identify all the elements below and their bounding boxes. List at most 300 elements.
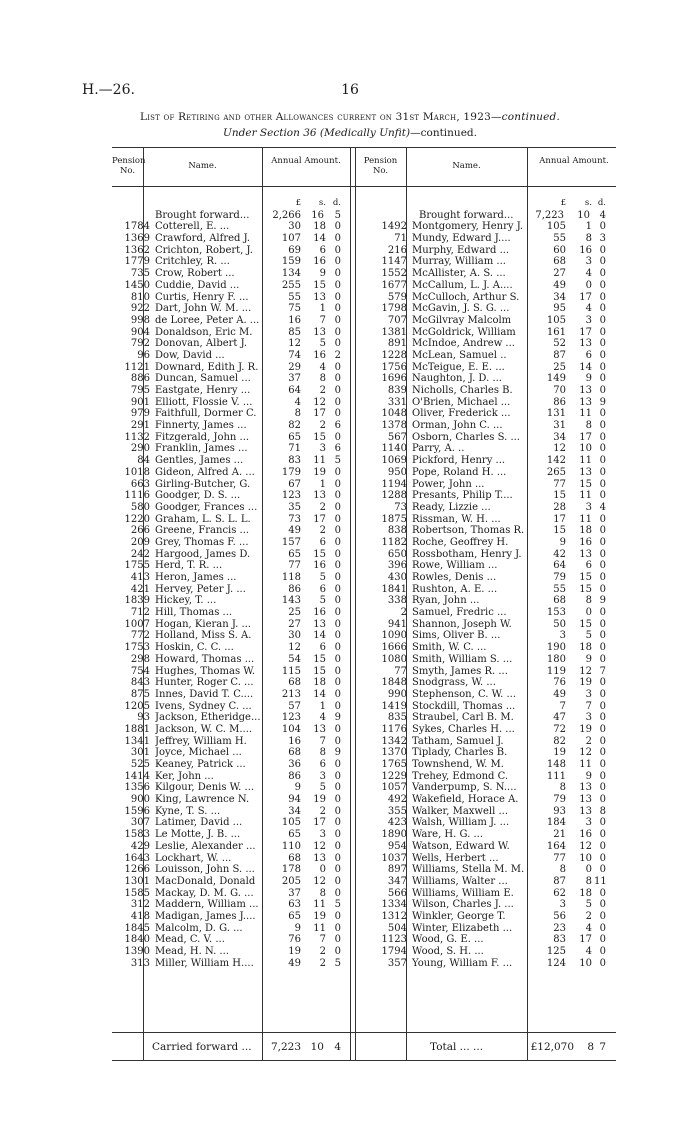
pensioner-name: Mead, C. V. ... — [155, 934, 225, 946]
pension-number: 492 — [387, 794, 407, 806]
amount-shillings: 8 — [585, 233, 592, 245]
amount-pence: 0 — [334, 595, 341, 607]
pensioner-name: Stockdill, Thomas ... — [412, 700, 516, 712]
amount-pence: 5 — [334, 209, 341, 221]
amount-pence: 0 — [599, 221, 606, 233]
amount-shillings: 14 — [579, 361, 592, 373]
pensioner-name: Curtis, Henry F. ... — [155, 291, 249, 303]
total-pounds: £12,070 — [530, 1041, 574, 1053]
amount-pounds: 15 — [553, 490, 566, 502]
table-top-rule — [112, 147, 616, 148]
amount-shillings: 8 — [319, 747, 326, 759]
table-row — [112, 911, 616, 923]
table-row — [112, 245, 616, 257]
pension-number: 579 — [387, 291, 407, 303]
table-row — [112, 771, 616, 783]
table-row — [112, 923, 616, 935]
amount-pence: 0 — [599, 478, 606, 490]
amount-shillings: 5 — [319, 595, 326, 607]
amount-shillings: 1 — [585, 221, 592, 233]
amount-shillings: 15 — [579, 618, 592, 630]
amount-shillings: 19 — [579, 723, 592, 735]
pension-number: 1677 — [381, 279, 407, 291]
pension-number: 1205 — [124, 700, 150, 712]
pension-number: 298 — [130, 653, 150, 665]
amount-pounds: 34 — [553, 431, 566, 443]
amount-shillings: 2 — [585, 735, 592, 747]
amount-pence: 0 — [334, 396, 341, 408]
pensioner-name: Williams, Walter ... — [412, 875, 508, 887]
amount-shillings: 14 — [313, 688, 326, 700]
table-row — [112, 607, 616, 619]
pensioner-name: Smith, W. C. ... — [412, 642, 487, 654]
amount-pence: 0 — [334, 373, 341, 385]
pensioner-name: Donaldson, Eric M. — [155, 326, 253, 338]
pension-number: 904 — [130, 326, 150, 338]
amount-pounds: 179 — [281, 466, 301, 478]
pensioner-name: Crichton, Robert, J. — [155, 244, 253, 256]
pensioner-name: Lockhart, W. ... — [155, 852, 232, 864]
pension-number: 1585 — [124, 887, 150, 899]
pension-number: 1090 — [381, 630, 407, 642]
amount-pounds: 15 — [553, 525, 566, 537]
table-row — [112, 502, 616, 514]
pension-number: 290 — [130, 443, 150, 455]
unit-shillings: s. — [318, 198, 326, 208]
amount-shillings: 15 — [313, 653, 326, 665]
pensioner-name: Naughton, J. D. ... — [412, 373, 502, 385]
amount-shillings: 16 — [313, 560, 326, 572]
amount-pounds: 82 — [288, 420, 301, 432]
amount-pounds: 55 — [553, 233, 566, 245]
amount-pence: 0 — [599, 759, 606, 770]
pension-number: 835 — [387, 712, 407, 724]
amount-pence: 0 — [334, 735, 341, 747]
amount-pounds: 30 — [288, 630, 301, 642]
amount-shillings: 1 — [319, 303, 326, 315]
table-row — [112, 443, 616, 455]
pensioner-name: Kyne, T. S. ... — [155, 805, 221, 817]
amount-pounds: 68 — [288, 677, 301, 689]
table-row — [112, 630, 616, 642]
title-main: List of Retiring and other Allowances current on 31st March, 1923— — [140, 111, 502, 123]
amount-pounds: 49 — [553, 688, 566, 700]
amount-pence: 0 — [334, 513, 341, 525]
amount-pounds: 111 — [546, 770, 566, 782]
amount-pounds: 34 — [288, 805, 301, 817]
pensioner-name: Montgomery, Henry J. — [412, 221, 524, 233]
pension-number: 1048 — [381, 408, 407, 420]
pensioner-name: Murphy, Edward ... — [412, 244, 510, 256]
amount-shillings: 18 — [313, 221, 326, 233]
pensioner-name: Finnerty, James ... — [155, 420, 247, 432]
pension-number: 357 — [387, 957, 407, 969]
amount-shillings: 2 — [319, 385, 326, 396]
amount-pence: 0 — [599, 817, 606, 829]
pension-number: 1229 — [381, 770, 407, 782]
amount-shillings: 11 — [579, 490, 592, 502]
pension-number: 990 — [387, 688, 407, 700]
amount-pounds: 54 — [288, 653, 301, 665]
amount-pence: 0 — [334, 829, 341, 841]
amount-shillings: 11 — [579, 408, 592, 420]
pensioner-name: Franklin, James ... — [155, 443, 248, 455]
pensioner-name: Gideon, Alfred A. ... — [155, 466, 255, 478]
pension-number: 338 — [387, 595, 407, 607]
pensioner-name: Parry, A. .. — [412, 443, 465, 455]
amount-shillings: 17 — [579, 291, 592, 303]
pension-number: 1037 — [381, 852, 407, 864]
amount-pounds: 118 — [281, 572, 301, 583]
pension-number: 712 — [130, 607, 150, 619]
pensioner-name: Trehey, Edmond C. — [412, 770, 509, 782]
amount-pounds: 184 — [546, 817, 566, 829]
pension-number: 1552 — [381, 268, 407, 280]
amount-pence: 0 — [599, 887, 606, 899]
pensioner-name: Presants, Philip T.... — [412, 490, 513, 502]
amount-pence: 0 — [599, 431, 606, 443]
amount-pounds: 35 — [288, 501, 301, 513]
pension-number: 301 — [130, 747, 150, 759]
table-row — [112, 619, 616, 631]
pensioner-name: Elliott, Flossie V. ... — [155, 396, 253, 408]
amount-pence: 6 — [334, 443, 341, 455]
pension-number: 810 — [130, 291, 150, 303]
amount-pounds: 153 — [546, 607, 566, 619]
amount-pence: 0 — [599, 338, 606, 350]
total-pence: 7 — [599, 1041, 606, 1053]
amount-shillings: 13 — [313, 326, 326, 338]
amount-pence: 0 — [334, 946, 341, 957]
amount-pounds: 16 — [288, 735, 301, 747]
amount-shillings: 4 — [319, 712, 326, 724]
amount-pounds: 3 — [559, 630, 566, 642]
table-row — [112, 455, 616, 467]
table-row — [112, 934, 616, 946]
amount-pence: 0 — [334, 244, 341, 256]
amount-pence: 7 — [599, 665, 606, 677]
pensioner-name: Williams, Stella M. M. — [412, 864, 525, 876]
table-row — [112, 490, 616, 502]
amount-pounds: 75 — [288, 303, 301, 315]
pension-number: 1057 — [381, 782, 407, 794]
amount-pence: 0 — [599, 723, 606, 735]
amount-pounds: 77 — [553, 478, 566, 490]
pension-number: 886 — [130, 373, 150, 385]
amount-shillings: 6 — [319, 244, 326, 256]
amount-pence: 0 — [334, 478, 341, 490]
amount-pence: 0 — [334, 525, 341, 537]
pension-number: 242 — [130, 548, 150, 560]
table-row — [112, 724, 616, 736]
amount-shillings: 5 — [319, 572, 326, 583]
table-row — [112, 829, 616, 841]
pensioner-name: Townshend, W. M. — [412, 759, 504, 770]
table-bottom-rule — [112, 1060, 616, 1061]
amount-shillings: 7 — [319, 735, 326, 747]
amount-shillings: 13 — [313, 490, 326, 502]
amount-pence: 0 — [334, 864, 341, 876]
amount-pounds: 29 — [288, 361, 301, 373]
amount-pounds: 107 — [281, 233, 301, 245]
amount-shillings: 15 — [313, 665, 326, 677]
brought-forward-row — [112, 210, 616, 222]
pension-number: 1069 — [381, 455, 407, 467]
pension-number: 1342 — [381, 735, 407, 747]
amount-pounds: 77 — [288, 560, 301, 572]
amount-shillings: 10 — [579, 957, 592, 969]
amount-pounds: 62 — [553, 887, 566, 899]
pensioner-name: Gentles, James ... — [155, 455, 244, 467]
brought-forward-label: Brought forward... — [419, 209, 514, 221]
amount-shillings: 4 — [585, 303, 592, 315]
amount-pence: 0 — [334, 560, 341, 572]
pensioner-name: Wilson, Charles J. ... — [412, 899, 514, 911]
pension-number: 954 — [387, 840, 407, 852]
amount-pence: 0 — [599, 829, 606, 841]
pension-number: 1596 — [124, 805, 150, 817]
pensioner-name: Watson, Edward W. — [412, 840, 510, 852]
unit-pounds: £ — [295, 198, 301, 208]
amount-shillings: 15 — [579, 583, 592, 595]
pension-number: 891 — [387, 338, 407, 350]
amount-pounds: 57 — [288, 700, 301, 712]
amount-pence: 0 — [599, 630, 606, 642]
amount-pounds: 12 — [288, 642, 301, 654]
amount-pence: 0 — [599, 957, 606, 969]
amount-pounds: 37 — [288, 887, 301, 899]
amount-pounds: 83 — [288, 455, 301, 467]
pension-number: 355 — [387, 805, 407, 817]
pension-number: 93 — [137, 712, 150, 724]
amount-pounds: 134 — [281, 268, 301, 280]
amount-pence: 0 — [334, 385, 341, 396]
amount-pounds: 36 — [288, 759, 301, 770]
pension-number: 1798 — [381, 303, 407, 315]
amount-pounds: 86 — [553, 396, 566, 408]
table-row — [112, 712, 616, 724]
amount-shillings: 6 — [319, 583, 326, 595]
amount-shillings: 16 — [313, 256, 326, 268]
pension-number: 1845 — [124, 922, 150, 934]
table-row — [112, 362, 616, 374]
table-row — [112, 315, 616, 327]
header-pension-no-right: Pension No. — [363, 156, 398, 176]
amount-pence: 0 — [334, 875, 341, 887]
amount-shillings: 11 — [313, 455, 326, 467]
amount-pence: 0 — [599, 303, 606, 315]
table-row — [112, 221, 616, 233]
pension-number: 418 — [130, 910, 150, 922]
amount-shillings: 15 — [313, 548, 326, 560]
amount-pounds: 104 — [281, 723, 301, 735]
pensioner-name: McGilvray Malcolm — [412, 314, 512, 326]
pensioner-name: McAllister, A. S. ... — [412, 268, 506, 280]
amount-shillings: 7 — [319, 314, 326, 326]
amount-pounds: 131 — [546, 408, 566, 420]
amount-pounds: 76 — [553, 677, 566, 689]
amount-pounds: 50 — [553, 618, 566, 630]
amount-pence: 0 — [599, 794, 606, 806]
table-row — [112, 817, 616, 829]
amount-shillings: 13 — [313, 852, 326, 864]
amount-pounds: 161 — [546, 326, 566, 338]
amount-pence: 5 — [334, 957, 341, 969]
pension-number: 1450 — [124, 279, 150, 291]
pension-number: 73 — [394, 501, 407, 513]
pensioner-name: McGavin, J. S. G. ... — [412, 303, 510, 315]
amount-shillings: 6 — [585, 349, 592, 361]
amount-pence: 0 — [334, 887, 341, 899]
amount-pence: 0 — [334, 256, 341, 268]
amount-pounds: 55 — [288, 291, 301, 303]
amount-shillings: 3 — [585, 712, 592, 724]
pensioner-name: Ware, H. G. ... — [412, 829, 484, 841]
amount-pounds: 16 — [288, 314, 301, 326]
pension-number: 71 — [394, 233, 407, 245]
amount-shillings: 6 — [319, 759, 326, 770]
amount-pounds: 8 — [559, 864, 566, 876]
pensioner-name: Ker, John ... — [155, 770, 214, 782]
table-row — [112, 560, 616, 572]
amount-pounds: 52 — [553, 338, 566, 350]
amount-pence: 11 — [594, 875, 607, 887]
pension-number: 307 — [130, 817, 150, 829]
pensioner-name: Miller, William H.... — [155, 957, 254, 969]
amount-pence: 0 — [599, 700, 606, 712]
amount-pence: 0 — [334, 618, 341, 630]
amount-shillings: 16 — [311, 209, 324, 221]
amount-pounds: 164 — [546, 840, 566, 852]
pension-number: 1390 — [124, 946, 150, 957]
pension-number: 84 — [137, 455, 150, 467]
pensioner-name: O'Brien, Michael ... — [412, 396, 511, 408]
amount-shillings: 5 — [585, 630, 592, 642]
amount-pence: 0 — [599, 618, 606, 630]
pensioner-name: Keaney, Patrick ... — [155, 759, 246, 770]
pension-number: 1334 — [381, 899, 407, 911]
table-row — [112, 946, 616, 958]
pensioner-name: Heron, James ... — [155, 572, 237, 583]
amount-pence: 0 — [599, 677, 606, 689]
table-row — [112, 864, 616, 876]
table-header-rule — [112, 186, 616, 187]
amount-shillings: 5 — [319, 338, 326, 350]
table-row — [112, 888, 616, 900]
amount-pence: 0 — [599, 583, 606, 595]
pension-number: 2 — [400, 607, 407, 619]
pensioner-name: Walsh, William J. ... — [412, 817, 510, 829]
pensioner-name: McLean, Samuel .. — [412, 349, 507, 361]
pensioner-name: Smyth, James R. ... — [412, 665, 508, 677]
amount-pence: 0 — [334, 677, 341, 689]
pensioner-name: McIndoe, Andrew ... — [412, 338, 515, 350]
table-row — [112, 514, 616, 526]
amount-shillings: 15 — [579, 572, 592, 583]
amount-pounds: 72 — [553, 723, 566, 735]
pension-number: 1419 — [381, 700, 407, 712]
amount-shillings: 13 — [313, 291, 326, 303]
pensioner-name: Rowe, William ... — [412, 560, 498, 572]
pensioner-name: Donovan, Albert J. — [155, 338, 248, 350]
amount-pounds: 73 — [288, 513, 301, 525]
pensioner-name: Eastgate, Henry ... — [155, 385, 251, 396]
amount-pounds: 74 — [288, 349, 301, 361]
amount-shillings: 2 — [319, 501, 326, 513]
pension-table — [112, 198, 616, 969]
amount-pounds: 86 — [288, 770, 301, 782]
pensioner-name: Osborn, Charles S. ... — [412, 431, 520, 443]
amount-shillings: 18 — [313, 677, 326, 689]
pension-number: 1784 — [124, 221, 150, 233]
amount-shillings: 9 — [585, 653, 592, 665]
amount-shillings: 6 — [319, 536, 326, 548]
table-row — [112, 747, 616, 759]
pension-number: 843 — [130, 677, 150, 689]
pensioner-name: Rowles, Denis ... — [412, 572, 497, 583]
amount-pounds: 157 — [281, 536, 301, 548]
amount-pounds: 205 — [281, 875, 301, 887]
amount-pounds: 142 — [546, 455, 566, 467]
amount-pounds: 31 — [553, 420, 566, 432]
amount-pounds: 27 — [288, 618, 301, 630]
amount-shillings: 13 — [313, 723, 326, 735]
amount-pounds: 76 — [288, 934, 301, 946]
pensioner-name: Holland, Miss S. A. — [155, 630, 252, 642]
amount-pence: 0 — [599, 747, 606, 759]
pensioner-name: de Loree, Peter A. ... — [155, 314, 260, 326]
total-label: Total ... ... — [430, 1041, 484, 1053]
amount-shillings: 12 — [313, 840, 326, 852]
amount-pence: 0 — [599, 326, 606, 338]
amount-pence: 3 — [599, 233, 606, 245]
amount-pence: 0 — [599, 864, 606, 876]
amount-pence: 0 — [334, 326, 341, 338]
pension-number: 901 — [130, 396, 150, 408]
pensioner-name: Wood, G. E. ... — [412, 934, 484, 946]
pension-number: 998 — [130, 314, 150, 326]
table-row — [112, 654, 616, 666]
amount-pounds: 7,223 — [535, 209, 564, 221]
table-row — [112, 233, 616, 245]
amount-pence: 0 — [334, 910, 341, 922]
pension-number: 772 — [130, 630, 150, 642]
pension-number: 77 — [394, 665, 407, 677]
brought-forward-label: Brought forward... — [155, 209, 250, 221]
table-row — [112, 642, 616, 654]
pensioner-name: Dart, John W. M. ... — [155, 303, 252, 315]
amount-shillings: 3 — [319, 770, 326, 782]
amount-shillings: 12 — [313, 875, 326, 887]
amount-pounds: 71 — [288, 443, 301, 455]
pension-number: 650 — [387, 548, 407, 560]
amount-pounds: 12 — [288, 338, 301, 350]
pension-number: 795 — [130, 385, 150, 396]
header-amount-left: Annual Amount. — [271, 156, 341, 166]
header-name-right: Name. — [452, 161, 481, 171]
table-row — [112, 595, 616, 607]
amount-pounds: 2,266 — [272, 209, 301, 221]
pensioner-name: Walker, Maxwell ... — [412, 805, 509, 817]
amount-shillings: 0 — [585, 279, 592, 291]
amount-shillings: 16 — [579, 829, 592, 841]
pension-number: 266 — [130, 525, 150, 537]
amount-pence: 0 — [599, 349, 606, 361]
pensioner-name: Ivens, Sydney C. ... — [155, 700, 252, 712]
pension-number: 1840 — [124, 934, 150, 946]
pensioner-name: Roche, Geoffrey H. — [412, 536, 509, 548]
table-row — [112, 584, 616, 596]
